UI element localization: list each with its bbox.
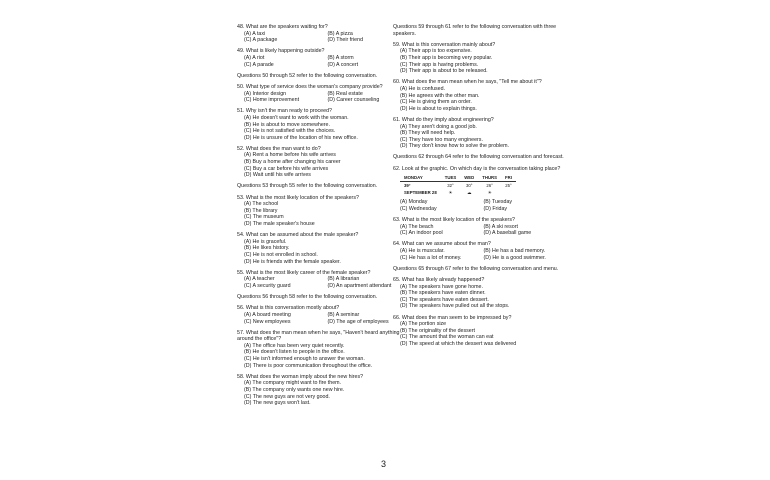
- answer-options: [237, 343, 409, 369]
- question: [237, 330, 409, 370]
- question: [393, 117, 565, 150]
- forecast-cell: [501, 189, 516, 196]
- question-text: What does the man mean when he says, "Haven't heard anything around the office"?: [237, 329, 400, 343]
- answer-option: (A) Interior design: [244, 90, 287, 97]
- answer-option: (B) Tuesday: [483, 199, 513, 206]
- answer-option: (D) An apartment attendant: [327, 282, 392, 289]
- forecast-cell: 26°: [486, 183, 493, 189]
- question-text: What has likely already happened?: [401, 276, 485, 283]
- question-stem: [393, 117, 565, 124]
- question-stem: [393, 217, 565, 224]
- question-text: What does the man want to do?: [245, 145, 321, 152]
- answer-option: (C) He is not enrolled in school.: [244, 251, 318, 258]
- section-instruction: Questions 59 through 61 refer to the following conversation with three speakers.: [393, 24, 557, 37]
- forecast-cell: 30°: [465, 183, 473, 189]
- question-number: 62.: [393, 165, 401, 172]
- question-stem: [393, 241, 565, 248]
- answer-option: (D) Their friend: [327, 37, 364, 44]
- question-stem: [237, 305, 409, 312]
- question-text: Why isn't the man ready to proceed?: [245, 108, 332, 115]
- forecast-cell: SEPTEMBER 28: [404, 190, 437, 196]
- answer-option: (A) A riot: [244, 54, 265, 61]
- answer-option: (C) New employees: [244, 318, 291, 325]
- answer-option: (C) A package: [244, 37, 278, 44]
- answer-option: (D) The age of employees: [327, 318, 389, 325]
- section-instruction: Questions 62 through 64 refer to the following conversation and forecast.: [393, 154, 564, 161]
- forecast-cell: TUES: [441, 174, 460, 182]
- question: [393, 315, 565, 348]
- answer-option: (B) Buy a home after changing his career: [244, 159, 341, 166]
- answer-options: [393, 284, 565, 310]
- question-text: What can be assumed about the male speaker?: [245, 232, 359, 239]
- answer-option: (A) They aren't doing a good job.: [400, 123, 477, 130]
- answer-option: (C) The amount that the woman can eat: [400, 334, 494, 341]
- right-column: [393, 24, 565, 352]
- question: [237, 84, 409, 104]
- question-number: 49.: [237, 48, 245, 55]
- forecast-cell: ☀: [448, 190, 453, 196]
- forecast-cell: 39°: [404, 183, 411, 189]
- answer-option: (D) A baseball game: [483, 230, 532, 237]
- question-number: 55.: [237, 269, 245, 276]
- question-stem: [393, 166, 565, 173]
- answer-option: (C) Wednesday: [400, 205, 437, 212]
- question: [237, 24, 409, 44]
- answer-options: [393, 224, 565, 237]
- answer-option: (A) The office has been very quiet recently.: [244, 342, 345, 349]
- question-number: 57.: [237, 329, 245, 336]
- question-number: 52.: [237, 145, 245, 152]
- answer-options: [393, 48, 565, 74]
- question-number: 50.: [237, 83, 245, 90]
- answer-option: (A) The school: [244, 201, 279, 208]
- question-text: What does the woman imply about the new hires?: [245, 373, 364, 380]
- answer-option: (A) Their app is too expensive.: [400, 48, 472, 55]
- forecast-graphic: [400, 174, 516, 196]
- answer-option: (B) He agrees with the other man.: [400, 92, 480, 99]
- answer-option: (B) Their app is becoming very popular.: [400, 54, 493, 61]
- section-instruction: Questions 53 through 55 refer to the following conversation.: [237, 183, 378, 190]
- answer-option: (A) The beach: [400, 223, 434, 230]
- answer-option: (A) He is graceful.: [244, 238, 287, 245]
- answer-options: [237, 380, 409, 406]
- forecast-cell: THURS: [478, 174, 501, 182]
- answer-option: (D) They don't know how to solve the problem.: [400, 143, 509, 150]
- forecast-cell: 25°: [505, 183, 512, 189]
- answer-option: (C) They have too many engineers.: [400, 136, 483, 143]
- forecast-cell: MONDAY: [400, 174, 441, 182]
- answer-options: [237, 115, 409, 141]
- answer-option: (C) The speakers have eaten dessert.: [400, 296, 489, 303]
- answer-option: (C) Their app is having problems.: [400, 61, 479, 68]
- answer-option: (D) Their app is about to be released.: [400, 68, 488, 75]
- answer-option: (A) Rent a home before his wife arrives: [244, 152, 336, 159]
- answer-option: (B) A storm: [327, 54, 354, 61]
- answer-option: (D) Wait until his wife arrives: [244, 172, 311, 179]
- question-text: What is this conversation mostly about?: [245, 305, 340, 312]
- answer-options: [237, 312, 409, 325]
- answer-option: (B) He likes history.: [244, 245, 290, 252]
- left-column: [237, 24, 409, 411]
- answer-options: [237, 239, 409, 265]
- question-stem: [237, 146, 409, 153]
- answer-option: (D) He is about to explain things.: [400, 105, 477, 112]
- answer-option: (C) The museum: [244, 214, 284, 221]
- question: [237, 305, 409, 325]
- question-number: 66.: [393, 314, 401, 321]
- answer-option: (B) A pizza: [327, 30, 353, 37]
- answer-option: (B) He is about to move somewhere.: [244, 121, 330, 128]
- question: [237, 146, 409, 179]
- forecast-cell: FRI: [501, 174, 516, 182]
- question: [237, 195, 409, 228]
- answer-option: (C) The new guys are not very good.: [244, 393, 330, 400]
- answer-options: [237, 201, 409, 227]
- answer-option: (A) He is confused.: [400, 85, 446, 92]
- question: [393, 79, 565, 112]
- answer-option: (D) Career counseling: [327, 97, 380, 104]
- question-stem: [393, 42, 565, 49]
- question: [237, 108, 409, 141]
- answer-option: (C) He is not satisfied with the choices.: [244, 128, 336, 135]
- question: [393, 166, 565, 213]
- question-number: 65.: [393, 276, 401, 283]
- answer-option: (C) A parade: [244, 61, 274, 68]
- answer-options: [237, 276, 409, 289]
- answer-option: (D) There is poor communication throughout the office.: [244, 362, 373, 369]
- answer-option: (B) The originality of the dessert: [400, 327, 475, 334]
- answer-option: (A) The speakers have gone home.: [400, 283, 483, 290]
- answer-options: [393, 321, 565, 347]
- answer-option: (C) He isn't informed enough to answer the woman.: [244, 356, 365, 363]
- answer-option: (B) They will need help.: [400, 130, 456, 137]
- answer-option: (A) He is muscular.: [400, 248, 445, 254]
- question-text: What is the most likely location of the speakers?: [401, 217, 515, 224]
- section-instruction: Questions 56 through 58 refer to the following conversation.: [237, 294, 378, 301]
- question: [393, 217, 565, 237]
- answer-option: (B) A seminar: [327, 311, 360, 318]
- forecast-cell: 32°: [447, 183, 454, 189]
- question-stem: [393, 79, 565, 86]
- question-text: What type of service does the woman's company provide?: [245, 83, 383, 90]
- answer-option: (A) A board meeting: [244, 311, 291, 318]
- question-text: What is the most likely location of the speakers?: [245, 194, 359, 201]
- section-instruction: Questions 65 through 67 refer to the following conversation and menu.: [393, 265, 559, 272]
- question: [393, 277, 565, 310]
- question-number: 63.: [393, 217, 401, 224]
- question-number: 64.: [393, 241, 401, 248]
- answer-option: (A) A teacher: [244, 276, 275, 283]
- question-number: 51.: [237, 108, 245, 115]
- answer-option: (A) The company might want to fire them.: [244, 380, 342, 387]
- answer-option: (D) The male speaker's house: [244, 221, 315, 227]
- answer-options: [393, 199, 565, 212]
- question-text: What can we assume about the man?: [401, 241, 491, 248]
- question: [237, 374, 409, 407]
- question-text: What are the speakers waiting for?: [245, 24, 328, 30]
- answer-option: (A) Monday: [400, 199, 428, 206]
- question-number: 59.: [393, 41, 401, 48]
- answer-option: (B) A ski resort: [483, 223, 518, 230]
- question-number: 60.: [393, 79, 401, 86]
- question-number: 53.: [237, 194, 245, 201]
- answer-option: (C) He has a lot of money.: [400, 254, 462, 261]
- question-stem: [393, 315, 565, 322]
- question-number: 48.: [237, 24, 245, 30]
- answer-option: (B) The speakers have eaten dinner.: [400, 290, 486, 297]
- answer-option: (D) The speakers have pulled out all the stops.: [400, 303, 510, 310]
- answer-options: [393, 124, 565, 150]
- question: [237, 48, 409, 68]
- question: [393, 42, 565, 75]
- answer-options: [393, 86, 565, 112]
- question-stem: [237, 195, 409, 202]
- answer-option: (D) The new guys won't last.: [244, 400, 311, 407]
- answer-option: (A) A taxi: [244, 30, 266, 37]
- question-stem: [237, 48, 409, 55]
- answer-options: [393, 248, 565, 261]
- question-number: 61.: [393, 116, 401, 123]
- answer-options: [237, 152, 409, 178]
- answer-options: [237, 55, 409, 68]
- answer-option: (B) The company only wants one new hire.: [244, 387, 345, 394]
- answer-option: (B) The library: [244, 207, 278, 214]
- answer-option: (C) A security guard: [244, 282, 291, 289]
- question-text: What do they imply about engineering?: [401, 116, 494, 123]
- question-text: What is the most likely career of the female speaker?: [245, 269, 371, 276]
- question-stem: [237, 270, 409, 277]
- question-text: What is likely happening outside?: [245, 48, 325, 55]
- forecast-cell: WED: [460, 174, 478, 182]
- answer-option: (D) Friday: [483, 205, 508, 212]
- question-stem: [393, 277, 565, 284]
- question: [393, 241, 565, 261]
- answer-option: (B) He has a bad memory.: [483, 248, 546, 254]
- answer-option: (C) Home improvement: [244, 97, 300, 104]
- answer-option: (C) An indoor pool: [400, 230, 443, 237]
- forecast-cell: ☀: [487, 190, 492, 196]
- answer-option: (B) A librarian: [327, 276, 360, 283]
- answer-options: [237, 31, 409, 44]
- question-text: What is this conversation mainly about?: [401, 41, 496, 48]
- question-number: 58.: [237, 373, 245, 380]
- question: [237, 270, 409, 290]
- answer-option: (C) He is giving them an order.: [400, 99, 472, 106]
- question-stem: [237, 84, 409, 91]
- answer-option: (D) The speed at which the dessert was delivered: [400, 340, 517, 347]
- question-stem: [237, 232, 409, 239]
- question-text: What does the man mean when he says, "Tell me about it"?: [401, 79, 542, 86]
- answer-option: (D) A concert: [327, 61, 359, 68]
- answer-option: (B) Real estate: [327, 90, 363, 97]
- question-stem: [237, 24, 409, 31]
- answer-option: (D) He is friends with the female speaker.: [244, 258, 341, 265]
- question-number: 54.: [237, 232, 245, 239]
- answer-option: (A) He doesn't want to work with the woman.: [244, 114, 349, 121]
- question-text: Look at the graphic. On which day is the conversation taking place?: [401, 165, 561, 172]
- answer-option: (A) The portion size: [400, 321, 447, 328]
- question-stem: [237, 374, 409, 381]
- question-number: 56.: [237, 305, 245, 312]
- answer-options: [237, 91, 409, 104]
- answer-option: (B) He doesn't listen to people in the office.: [244, 349, 345, 356]
- answer-option: (D) He is a good swimmer.: [483, 254, 546, 261]
- answer-option: (D) He is unsure of the location of his new office.: [244, 134, 358, 141]
- question-text: What does the man seem to be impressed by?: [401, 314, 512, 321]
- forecast-cell: ☁: [467, 190, 472, 196]
- question: [237, 232, 409, 265]
- answer-option: (C) Buy a car before his wife arrives: [244, 165, 329, 172]
- question-stem: [237, 330, 409, 343]
- page-number: 3: [381, 459, 387, 469]
- section-instruction: Questions 50 through 52 refer to the following conversation.: [237, 72, 378, 79]
- question-stem: [237, 108, 409, 115]
